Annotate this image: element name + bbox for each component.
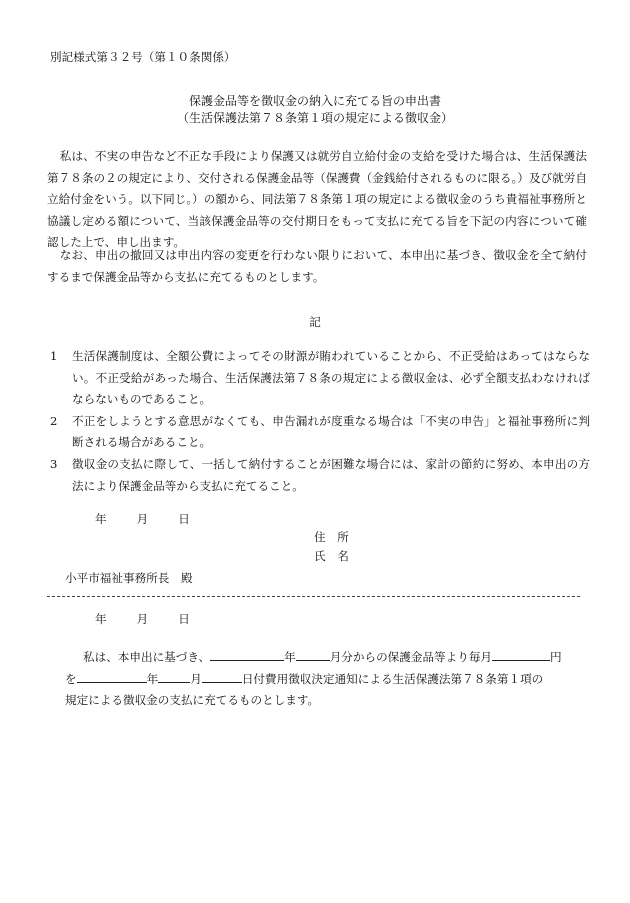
confirmation-items [50, 346, 590, 497]
confirm-text: を [65, 671, 77, 686]
withdrawal-paragraph: なお、申出の撤回又は申出内容の変更を行わない限りにおいて、本申出に基づき、徴収金を全て納付するまで保護金品等から支払に充てるものとします。 [47, 248, 587, 284]
confirm-text: 私は、本申出に基づき、 [83, 650, 211, 664]
name-field[interactable]: 氏 名 [314, 549, 349, 563]
notice-year-blank[interactable] [77, 670, 147, 683]
item-text: 不正をしようとする意思がなくても、申告漏れが度重なる場合は「不実の申告」と福祉事務所に判断される場合があること。 [72, 413, 590, 450]
notice-day-blank[interactable] [202, 670, 242, 683]
application-date[interactable] [95, 511, 190, 527]
monthly-amount-blank[interactable] [492, 648, 550, 661]
day-label: 日 [178, 512, 190, 526]
payment-confirmation [65, 647, 585, 712]
confirm-text: 月分からの保護金品等より毎月 [329, 650, 493, 664]
month-label: 月 [136, 512, 149, 526]
confirm-text: 年 [146, 671, 159, 686]
item-text: 生活保護制度は、全額公費によってその財源が賄われていることから、不正受給はあってはならない。不正受給があった場合、生活保護法第７８条の規定による徴収金は、必ず全額支払わなければならないものであること。 [72, 349, 590, 407]
addressee: 小平市福祉事務所長 殿 [65, 571, 193, 585]
confirm-text: 年 [284, 650, 296, 664]
confirmation-date[interactable] [95, 611, 190, 627]
list-item [50, 454, 590, 497]
declaration-paragraph: 私は、不実の申告など不正な手段により保護又は就労自立給付金の支給を受けた場合は、生活保護法第７８条の２の規定により、交付される保護金品等（保護費（金銭給付されるものに限る。）及び就労自立給付金をいう。以下同じ。）の額から、同法第７８条第１項の規定による徴収金のうち貴福祉事務所と協議し定める額について、当該保護金品等の交付期日をもって支払に充てる旨を下記の内容について確認した上で、申し出ます。 [47, 149, 587, 250]
document-subtitle: （生活保護法第７８条第１項の規定による徴収金） [176, 111, 453, 125]
confirm-text: 規定による徴収金の支払に充てるものとします。 [65, 693, 320, 708]
notice-month-blank[interactable] [158, 670, 190, 683]
item-text: 徴収金の支払に際して、一括して納付することが困難な場合には、家計の節約に努め、本申出の方法により保護金品等から支払に充てること。 [72, 456, 590, 493]
year-label: 年 [95, 512, 107, 526]
address-field[interactable]: 住 所 [314, 530, 349, 544]
confirm-text: 円 [550, 650, 562, 664]
item-number: 2 [50, 413, 58, 428]
list-item [50, 411, 590, 454]
document-title: 保護金品等を徴収金の納入に充てる旨の申出書 [188, 94, 441, 108]
item-number: 1 [50, 349, 58, 363]
month-label: 月 [136, 612, 149, 626]
cut-line-divider [47, 596, 580, 597]
confirm-text: 月 [190, 671, 202, 686]
day-label: 日 [178, 612, 190, 626]
confirm-text: 日付費用徴収決定通知による生活保護法第７８条第１項の [241, 671, 544, 686]
item-number: 3 [50, 456, 58, 471]
year-label: 年 [95, 612, 107, 626]
start-month-blank[interactable] [296, 648, 330, 661]
ki-heading: 記 [309, 315, 321, 329]
start-year-blank[interactable] [210, 648, 284, 661]
list-item [50, 346, 590, 411]
form-number: 別記様式第３２号（第１０条関係） [50, 50, 236, 64]
